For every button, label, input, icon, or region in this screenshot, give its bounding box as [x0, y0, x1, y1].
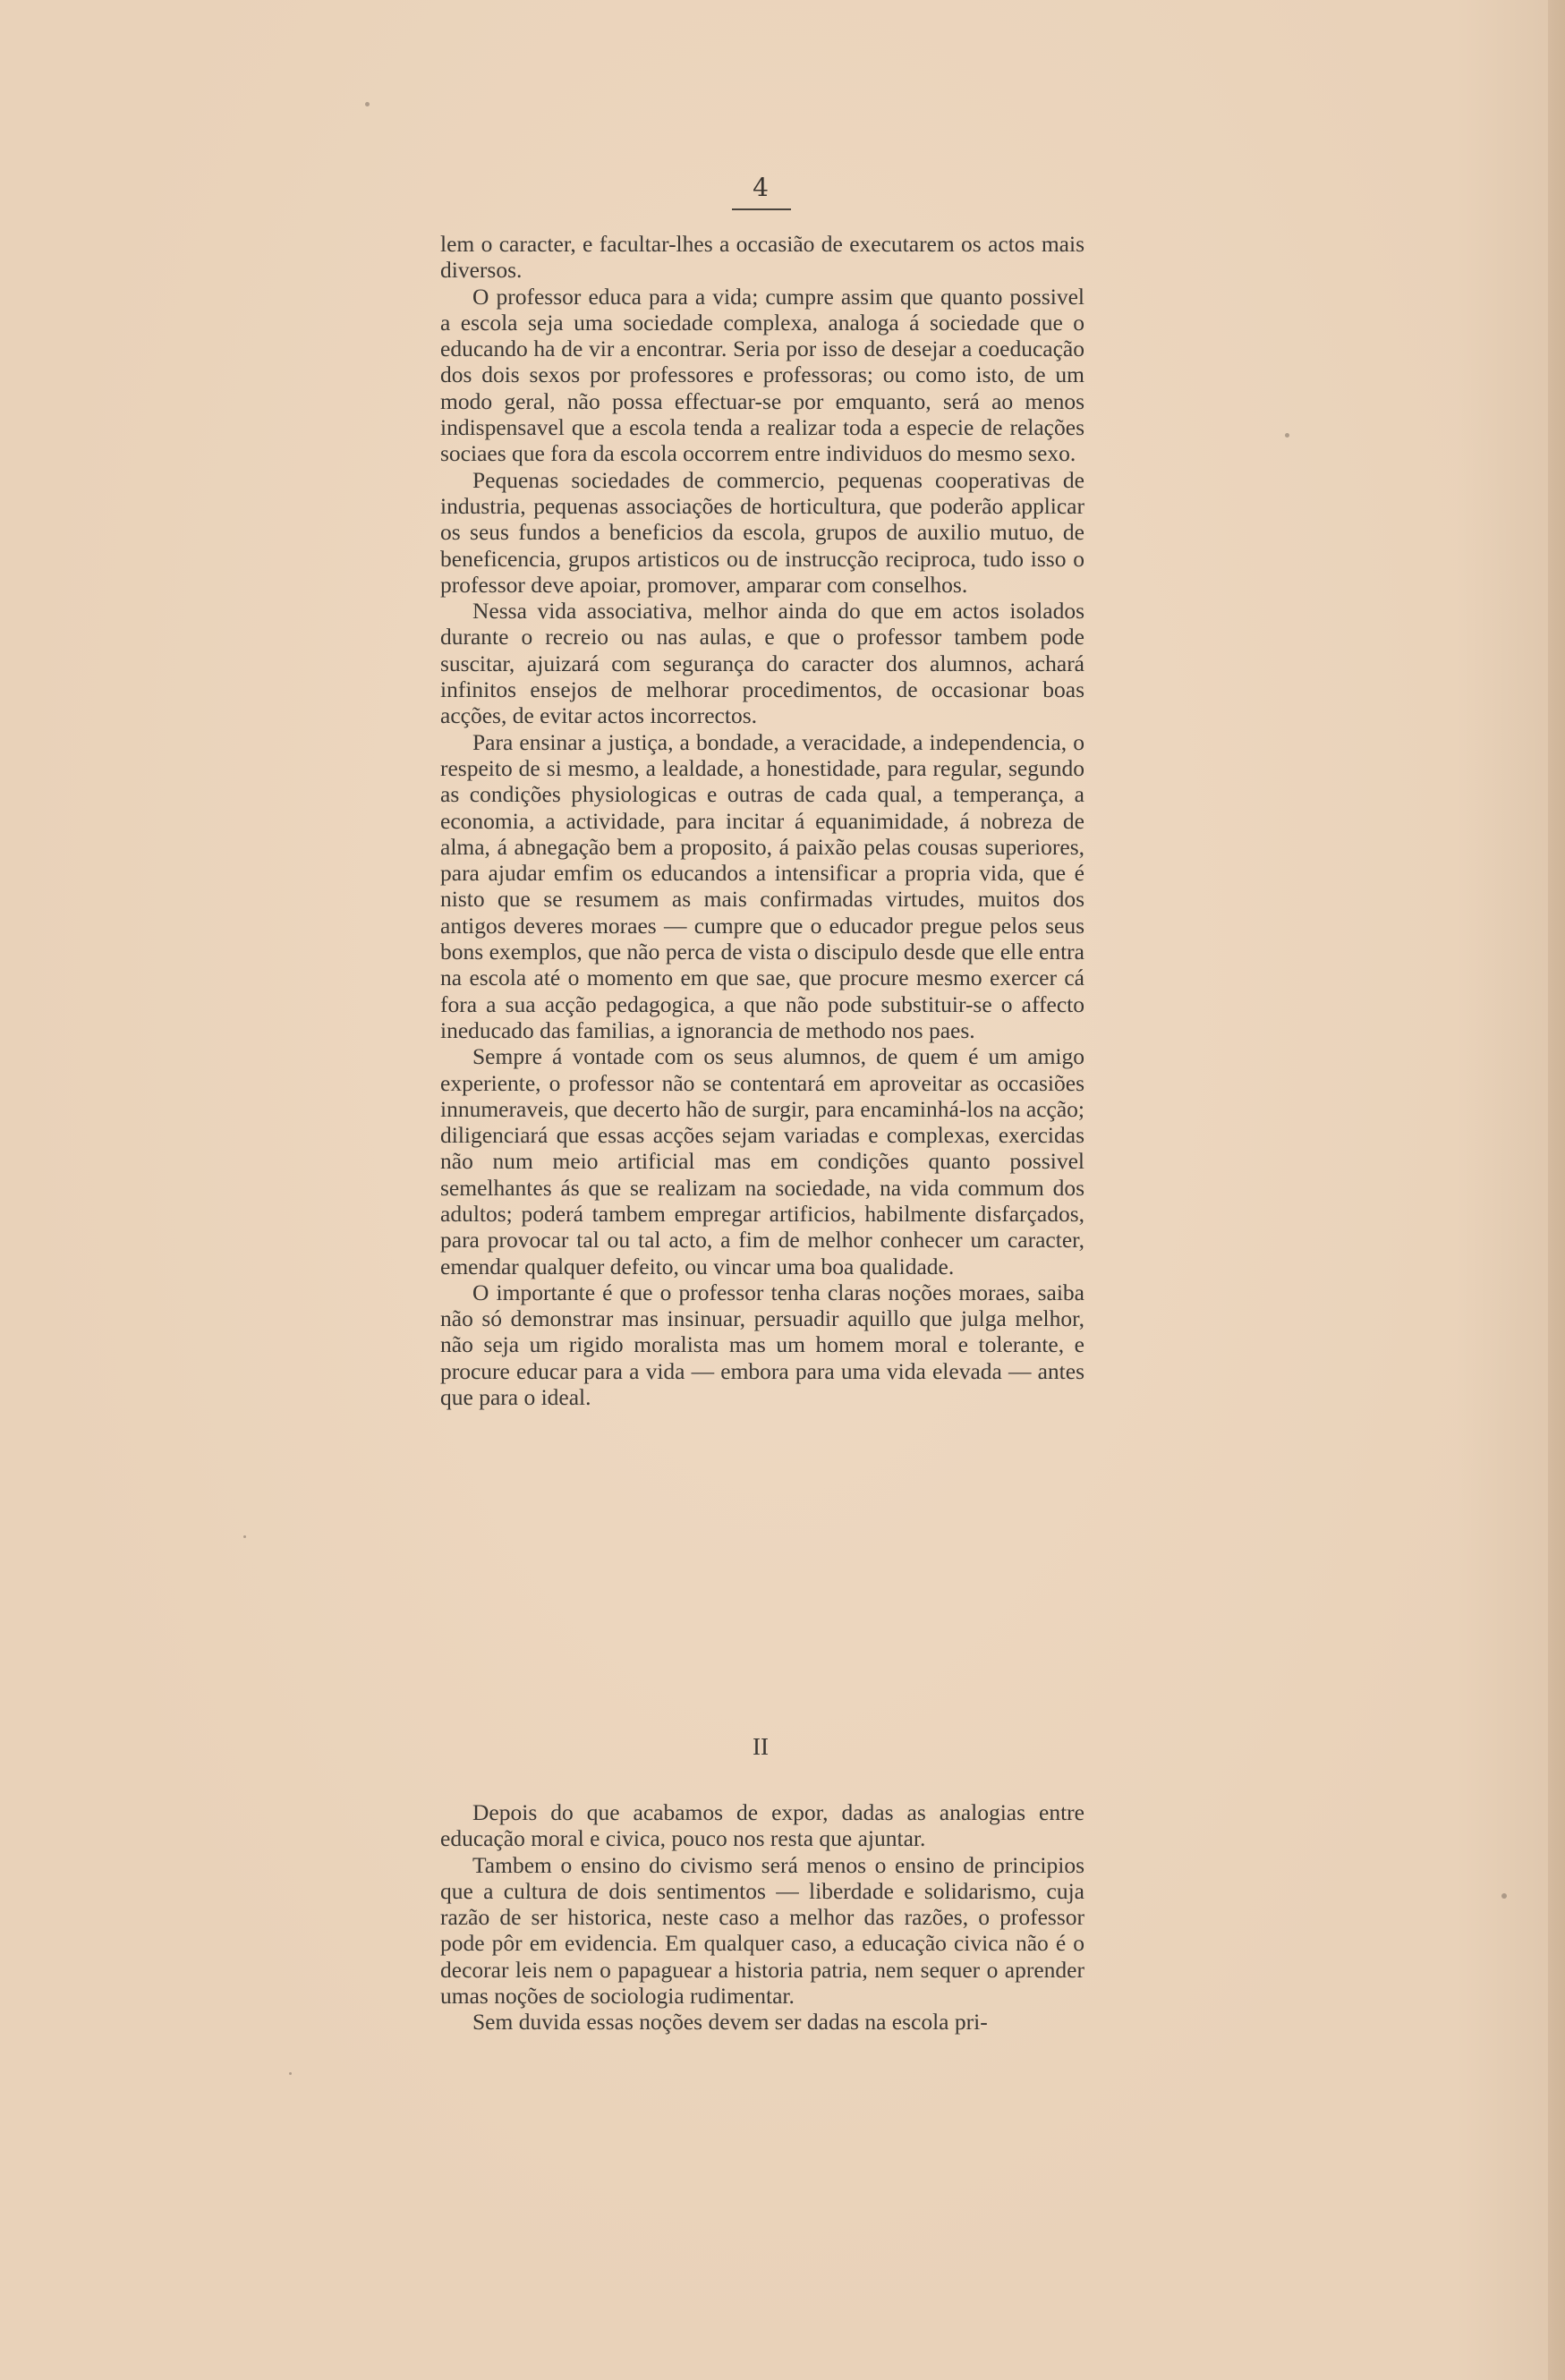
body-text-section-1 [440, 231, 1084, 1410]
paragraph: Depois do que acabamos de expor, dadas as analogias entre educação moral e civica, pouco nos resta que ajuntar. [440, 1799, 1084, 1852]
paragraph: Sem duvida essas noções devem ser dadas na escola pri- [472, 2009, 988, 2036]
paragraph: O importante é que o professor tenha claras noções moraes, saiba não só demonstrar mas insinuar, persuadir aquillo que julga melhor, não seja um rigido moralista mas um homem moral e tolerante, e procure educar para a vida — embora para uma vida elevada — antes que para o ideal. [440, 1279, 1084, 1411]
section-heading: II [753, 1733, 769, 1760]
page-number: 4 [753, 173, 769, 202]
page-edge-shadow [1548, 0, 1565, 2380]
paragraph: Pequenas sociedades de commercio, pequenas cooperativas de industria, pequenas associações de horticultura, que poderão applicar os seus fundos a beneficios da escola, grupos de auxilio mutuo, de beneficencia, grupos artisticos ou de instrucção reciproca, tudo isso o professor deve apoiar, promover, amparar com conselhos. [440, 466, 1084, 598]
page-number-rule [732, 208, 791, 210]
paragraph: Tambem o ensino do civismo será menos o ensino de principios que a cultura de dois sentimentos — liberdade e solidarismo, cuja razão de ser historica, neste caso a melhor das razões, o professor pode pôr em evidencia. Em qualquer caso, a educação civica não é o decorar leis nem o papaguear a historia patria, nem sequer o aprender umas noções de sociologia rudimentar. [440, 1851, 1084, 2010]
paper-speck [1285, 433, 1289, 438]
paper-speck [243, 1535, 246, 1538]
paragraph: lem o caracter, e facultar-lhes a occasião de executarem os actos mais diversos. [440, 231, 1084, 284]
paper-speck [1501, 1893, 1507, 1899]
paper-speck [289, 2072, 292, 2075]
paragraph: Sempre á vontade com os seus alumnos, de quem é um amigo experiente, o professor não se contentará em aproveitar as occasiões innumeraveis, que decerto hão de surgir, para encaminhá-los na acção; diligenciará que essas acções sejam variadas e complexas, exercidas não num meio artificial mas em condições quanto possivel semelhantes ás que se realizam na sociedade, na vida commum dos adultos; poderá tambem empregar artificios, habilmente disfarçados, para provocar tal ou tal acto, a fim de melhor conhecer um caracter, emendar qualquer defeito, ou vincar uma boa qualidade. [440, 1043, 1084, 1279]
body-text-section-2 [440, 1799, 1084, 2036]
paragraph: Nessa vida associativa, melhor ainda do que em actos isolados durante o recreio ou nas aulas, e que o professor tambem pode suscitar, ajuizará com segurança do caracter dos alumnos, achará infinitos ensejos de melhorar procedimentos, de occasionar boas acções, de evitar actos incorrectos. [440, 598, 1084, 729]
paper-speck [365, 102, 370, 106]
paragraph: O professor educa para a vida; cumpre assim que quanto possivel a escola seja uma sociedade complexa, analoga á sociedade que o educando ha de vir a encontrar. Seria por isso de desejar a coeducação dos dois sexos por professores e professoras; ou como isto, de um modo geral, não possa effectuar-se por emquanto, será ao menos indispensavel que a escola tenda a realizar toda a especie de relações sociaes que fora da escola occorrem entre individuos do mesmo sexo. [440, 283, 1084, 467]
paragraph: Para ensinar a justiça, a bondade, a veracidade, a independencia, o respeito de si mesmo, a lealdade, a honestidade, para regular, segundo as condições physiologicas e outras de cada qual, a temperança, a economia, a actividade, para incitar á equanimidade, á nobreza de alma, á abnegação bem a proposito, á paixão pelas cousas superiores, para ajudar emfim os educandos a intensificar a propria vida, que é nisto que se resumem as mais confirmadas virtudes, muitos dos antigos deveres moraes — cumpre que o educador pregue pelos seus bons exemplos, que não perca de vista o discipulo desde que elle entra na escola até o momento em que sae, que procure mesmo exercer cá fora a sua acção pedagogica, a que não pode substituir-se o affecto ineducado das familias, a ignorancia de methodo nos paes. [440, 728, 1084, 1043]
